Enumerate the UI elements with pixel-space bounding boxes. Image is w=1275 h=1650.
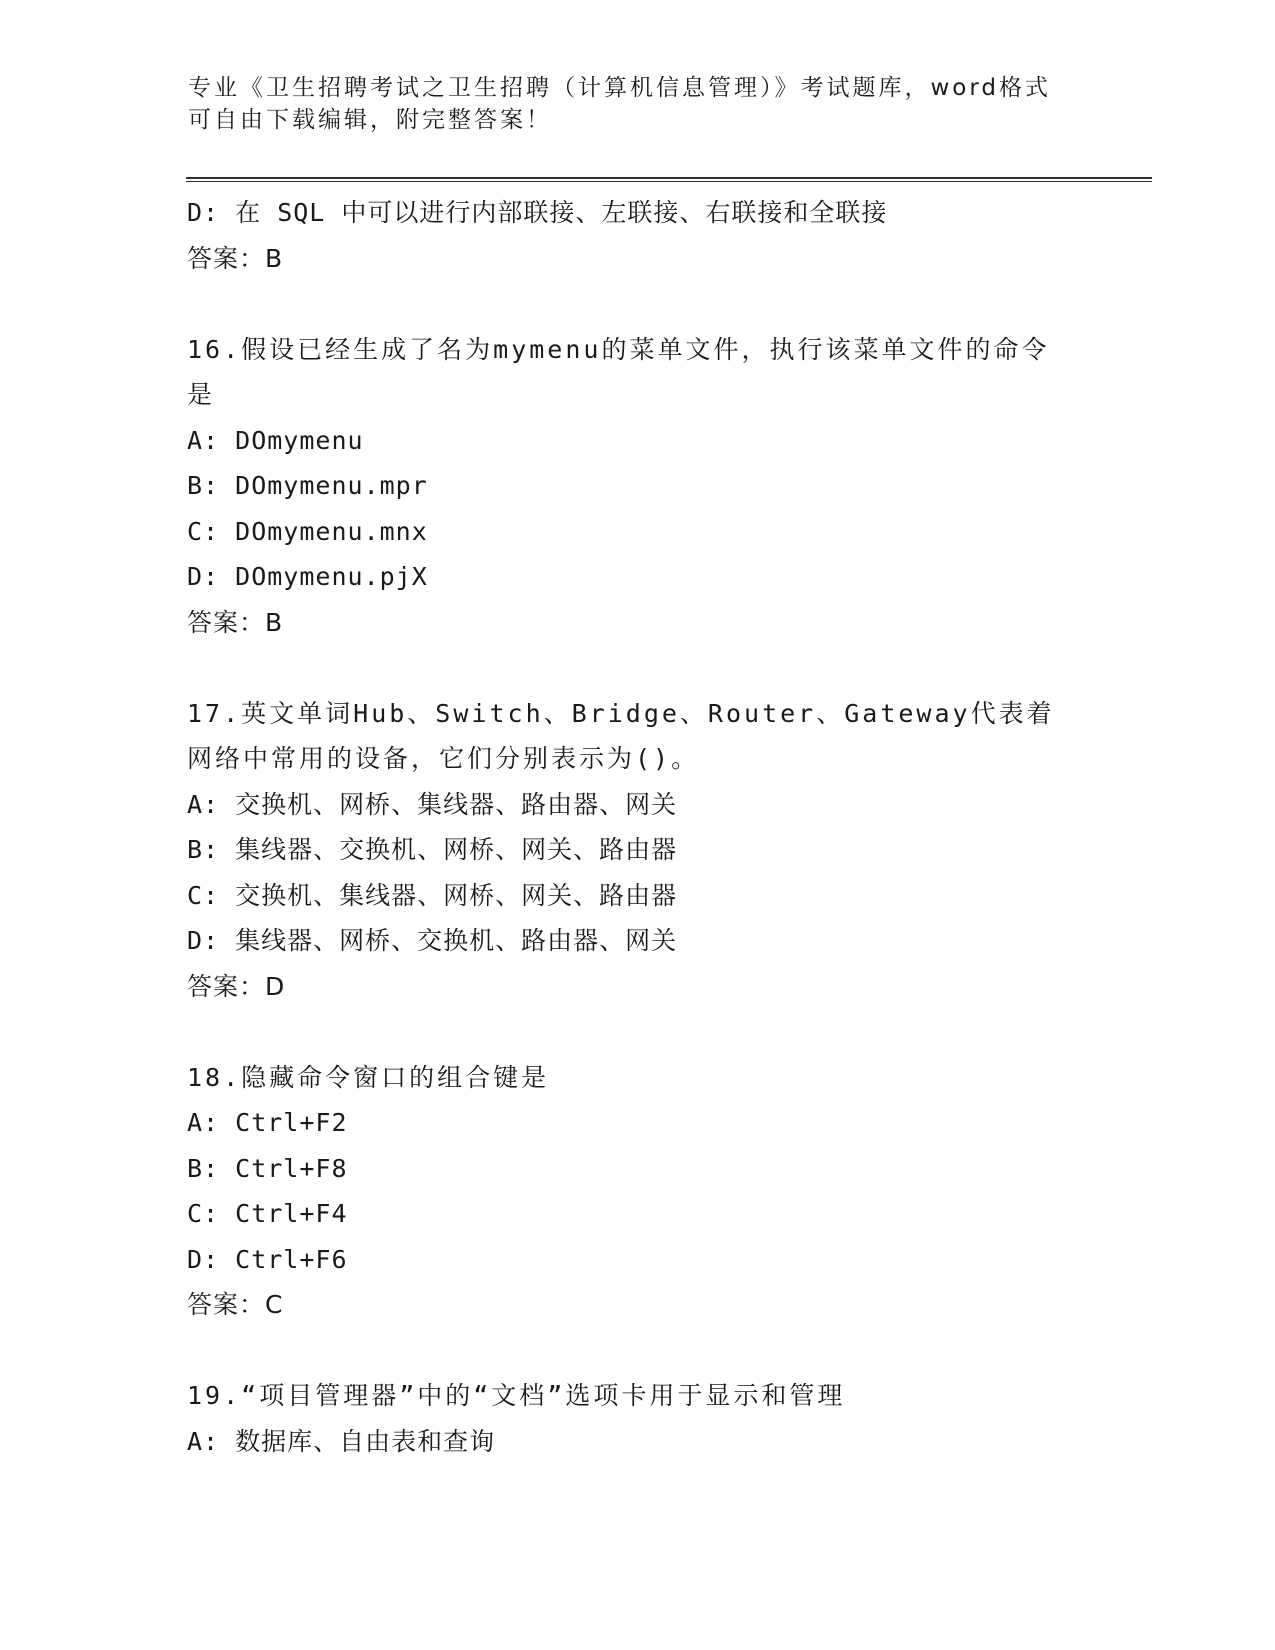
question-stem: 16.假设已经生成了名为mymenu的菜单文件，执行该菜单文件的命令是 — [187, 334, 1050, 409]
question-19 — [187, 1373, 1067, 1464]
answer-line: 答案：C — [187, 1290, 284, 1319]
page-header: 专业《卫生招聘考试之卫生招聘（计算机信息管理）》考试题库，word格式可自由下载编辑，附完整答案！ — [188, 75, 1052, 133]
option-a: A: 数据库、自由表和查询 — [187, 1426, 496, 1456]
question-stem: 18.隐藏命令窗口的组合键是 — [187, 1062, 550, 1092]
question-17 — [187, 691, 1067, 1010]
answer-line: 答案：B — [187, 607, 284, 637]
question-stem: 19.“项目管理器”中的“文档”选项卡用于显示和管理 — [187, 1381, 846, 1410]
option-c: C: Ctrl+F4 — [187, 1199, 348, 1228]
question-stem: 17.英文单词Hub、Switch、Bridge、Router、Gateway代表着网络中常用的设备，它们分别表示为()。 — [187, 698, 1055, 773]
option-b: B: Ctrl+F8 — [187, 1153, 348, 1183]
option-d: D: 集线器、网桥、交换机、路由器、网关 — [187, 926, 678, 955]
option-c: C: 交换机、集线器、网桥、网关、路由器 — [187, 880, 678, 910]
document-body — [187, 190, 1067, 1464]
option-d: D: Ctrl+F6 — [187, 1244, 348, 1274]
option-d: D: DOmymenu.pjX — [187, 562, 428, 591]
question-18 — [187, 1055, 1067, 1328]
option-a: A: DOmymenu — [187, 425, 364, 455]
option-a: A: Ctrl+F2 — [187, 1108, 348, 1137]
option-a: A: 交换机、网桥、集线器、路由器、网关 — [187, 789, 678, 819]
prev-question-option-d: D: 在 SQL 中可以进行内部联接、左联接、右联接和全联接 — [187, 198, 888, 227]
prev-question-answer: 答案：B — [187, 243, 284, 273]
option-b: B: DOmymenu.mpr — [187, 471, 428, 500]
option-b: B: 集线器、交换机、网桥、网关、路由器 — [187, 835, 678, 864]
question-16 — [187, 327, 1067, 646]
answer-line: 答案：D — [187, 971, 286, 1001]
option-c: C: DOmymenu.mnx — [187, 516, 428, 546]
header-divider — [186, 177, 1152, 182]
